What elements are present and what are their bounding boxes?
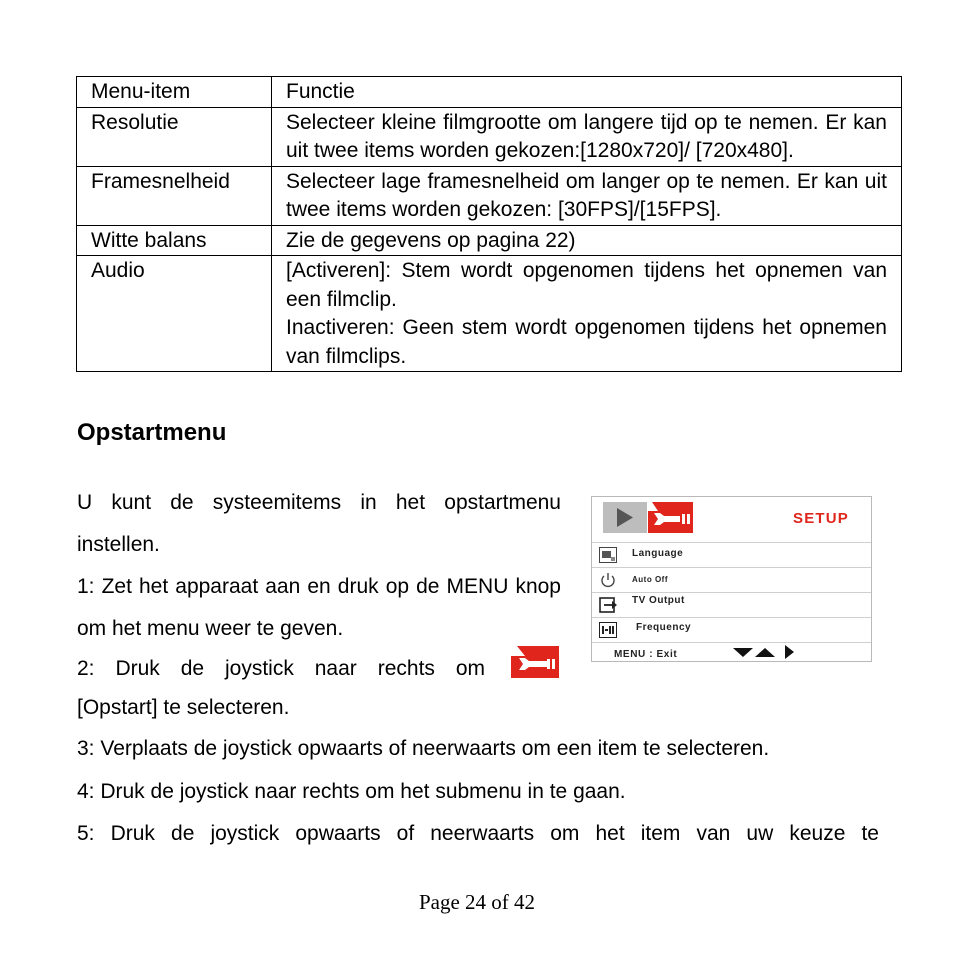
setup-item-label: TV Output <box>632 595 685 606</box>
setup-tool-icon <box>511 646 559 678</box>
setup-item-frequency[interactable] <box>592 618 871 643</box>
setup-item-label: Frequency <box>636 622 692 633</box>
step-3: 3: Verplaats de joystick opwaarts of neerwaarts om een item te selecteren. <box>77 737 770 760</box>
table-row <box>77 256 902 372</box>
description-line: Inactiveren: Geen stem wordt opgenomen tijdens het opnemen van filmclips. <box>286 316 887 368</box>
setup-footer: MENU : Exit <box>614 649 678 660</box>
playback-tab <box>603 502 647 533</box>
table-row <box>77 166 902 225</box>
tv-output-icon <box>599 597 617 613</box>
navigation-arrows-icon <box>733 644 799 660</box>
description-line: [Activeren]: Stem wordt opgenomen tijdens het opnemen van een filmclip. <box>286 259 887 311</box>
setup-item-tv-output[interactable] <box>592 593 871 618</box>
intro-paragraph: U kunt de systeemitems in het opstartmenu instellen. <box>77 491 561 556</box>
function-table <box>76 76 902 372</box>
row-description <box>272 166 902 225</box>
setup-item-label: Language <box>632 548 684 559</box>
description-line: Zie de gegevens op pagina 22) <box>286 228 576 252</box>
setup-title: SETUP <box>792 510 849 527</box>
row-item: Resolutie <box>77 107 272 166</box>
step-2: 2: Druk de joystick naar rechts om <box>77 657 485 680</box>
language-icon <box>599 547 617 563</box>
power-icon <box>599 572 617 588</box>
row-description <box>272 107 902 166</box>
row-item: Framesnelheid <box>77 166 272 225</box>
row-item: Audio <box>77 256 272 372</box>
setup-item-auto-off[interactable] <box>592 568 871 593</box>
table-row <box>77 107 902 166</box>
page-number: Page 24 of 42 <box>418 890 536 914</box>
setup-item-label: Auto Off <box>632 575 668 584</box>
play-icon <box>603 502 647 533</box>
setup-item-language[interactable] <box>592 543 871 568</box>
table-row <box>77 225 902 256</box>
section-heading: Opstartmenu <box>77 419 227 446</box>
setup-tab-tool-icon <box>648 502 693 533</box>
setup-menu-screenshot <box>591 496 872 662</box>
header-functie: Functie <box>272 77 902 108</box>
step-5: 5: Druk de joystick opwaarts of neerwaarts om het item van uw keuze te <box>77 822 879 845</box>
row-description <box>272 256 902 372</box>
description-line: Selecteer kleine filmgrootte om langere tijd op te nemen. Er kan uit twee items worden gekozen:[1280x720]/ [720x480]. <box>286 110 887 162</box>
frequency-icon <box>599 622 617 638</box>
step-1: 1: Zet het apparaat aan en druk op de MENU knop om het menu weer te geven. <box>77 575 561 640</box>
row-description <box>272 225 902 256</box>
step-4: 4: Druk de joystick naar rechts om het submenu in te gaan. <box>77 780 626 803</box>
header-menu-item: Menu-item <box>77 77 272 108</box>
setup-topbar <box>592 497 871 543</box>
table-header-row <box>77 77 902 108</box>
row-item: Witte balans <box>77 225 272 256</box>
description-line: Selecteer lage framesnelheid om langer op te nemen. Er kan uit twee items worden gekozen: [30FPS]/[15FPS]. <box>286 169 887 221</box>
step-2-continued: [Opstart] te selecteren. <box>77 696 290 719</box>
